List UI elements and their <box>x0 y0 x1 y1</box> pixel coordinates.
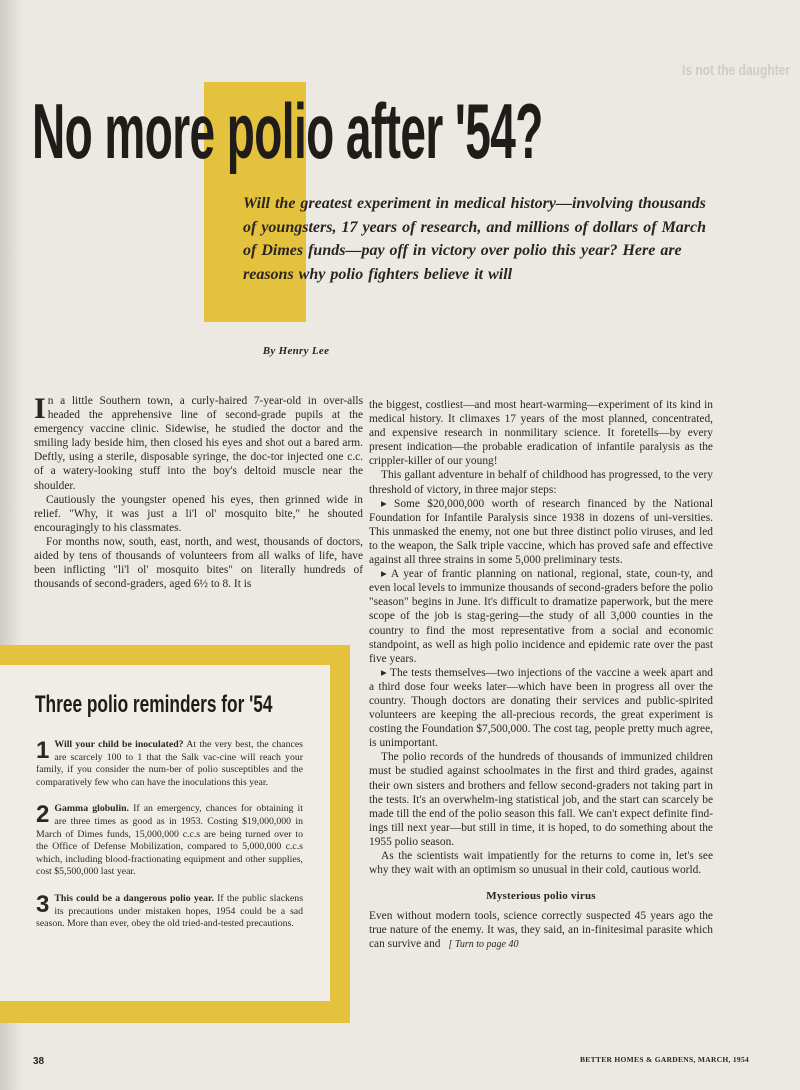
item-lead: Gamma globulin. <box>54 803 129 815</box>
opening-text: n a little Southern town, a curly-haired 7-year-old in over-alls headed the apprehensive line of second-grade pupils at the emergency vaccine clinic. Sidewise, he studied the doctor and the smiling lady beside him, then closed his eyes and shot out a bared arm. Deftly, using a sterile, disposable syringe, the doc-tor injected one c.c. of a watery-looking stuff into the boy's deltoid muscle near the shoulder. <box>34 395 363 492</box>
final-paragraph-text: Even without modern tools, science correctly suspected 45 years ago the true nature of the enemy. It was, they said, an in-finitesimal parasite which can survive and <box>369 910 713 951</box>
bullet-paragraph: ▸ Some $20,000,000 worth of research financed by the National Foundation for Infantile Paralysis since 1938 in dozens of uni-versities. This unmasked the enemy, not one but three distinct polio viruses, and led to the weapon, the Salk triple vaccine, which has proved safe and effective against all three strains in some 5,000 preliminary tests. <box>369 497 713 567</box>
deck-subtitle: Will the greatest experiment in medical history—involving thousands of youngsters, 17 years of research, and millions of dollars of March of Dimes funds—pay off in victory over polio this year? Here are reasons why polio fighters believe it will <box>243 195 707 283</box>
paragraph: the biggest, costliest—and most heart-warming—experiment of its kind in medical history. It climaxes 17 years of the most planned, concentrated, and expensive research in nonmilitary science. It foretells—by every present indication—the probable eradication of infantile paralysis as the crippler-killer of our young! <box>369 399 713 468</box>
sidebar-box <box>0 645 350 1023</box>
paragraph: As the scientists wait impatiently for the returns to come in, let's see why they wait with an optimism so unusual in their cold, cautious world. <box>369 850 713 877</box>
section-subhead: Mysterious polio virus <box>486 890 596 903</box>
paragraph: This gallant adventure in behalf of childhood has progressed, to the very threshold of victory, in three major steps: <box>369 469 713 496</box>
sidebar-title: Three polio reminders for '54 <box>35 691 273 718</box>
item-lead: This could be a dangerous polio year. <box>54 892 214 904</box>
headline: No more polio after '54? <box>32 87 543 175</box>
sidebar-item <box>36 803 303 879</box>
paragraph <box>369 909 713 952</box>
paragraph: The polio records of the hundreds of thousands of immunized children must be studied against schoolmates in the first and third grades, against their own sisters and brothers and fellow second-graders not taking part in the tests. It's an overwhelm-ing statistical job, and the start can scarcely be made till the end of the polio season this fall. We can't expect definite find-ings till next year—but still in time, it is hoped, to do something about the 1955 polio season. <box>369 751 713 848</box>
bullet-paragraph: ▸ The tests themselves—two injections of the vaccine a week apart and a third dose four weeks later—which have been in progress all over the country. Though doctors are donating their services and public-spirited volunteers are keeping the all-precious records, the great experiment is costing the Foundation $7,500,000. The cost tag, people pretty much agree, is unimportant. <box>369 666 713 750</box>
continued-reference: [ Turn to page 40 <box>448 939 519 951</box>
item-number: 3 <box>36 890 50 918</box>
page-number: 38 <box>33 1056 45 1067</box>
drop-cap: I <box>34 392 46 425</box>
bullet-paragraph: ▸ A year of frantic planning on national, regional, state, coun-ty, and even local levels to immunize thousands of second-graders before the polio "season" begins in June. It's difficult to dramatize paperwork, but the mere scope of the job is stag-gering—the study of all 3,000 counties in the country to find the most representative from a social and economic standpoint, as well as high polio incidence and epidemic rate over the past five years. <box>369 568 713 665</box>
sidebar-item <box>36 890 304 931</box>
sidebar-item <box>36 739 303 789</box>
item-text: If the public slackens its precautions under mistaken hopes, 1954 could be a sad season. More than ever, obey the old tried-and-tested precautions. <box>36 892 304 930</box>
show-through-text: Is not the daughter <box>682 62 790 79</box>
right-column <box>369 398 713 953</box>
item-number: 1 <box>36 737 50 764</box>
item-text: If an emergency, chances for obtaining it are three times as good as in 1953. Costing $19,000,000 in March of Dimes funds, 15,000,000 c.c.s are being turned over to the Office of Defense Mobilization, compared to 5,000,000 c.c.s which, including blood-fractionating equipment and other supplies, cost $5,500,000 last year. <box>36 803 303 878</box>
left-column <box>34 394 363 591</box>
paragraph: For months now, south, east, north, and west, thousands of doctors, aided by tens of thousands of volunteers from all walks of life, have been inflicting "li'l ol' mosquito bites" on literally hundreds of thousands of second-graders, aged 6½ to 8. It is <box>34 535 363 591</box>
running-footer: BETTER HOMES & GARDENS, MARCH, 1954 <box>580 1055 750 1064</box>
paragraph: Cautiously the youngster opened his eyes, then grinned wide in relief. "Why, it was just a li'l ol' mosquito bite," he shouted encouragingly to his classmates. <box>34 493 363 534</box>
byline: By Henry Lee <box>262 345 330 357</box>
opening-paragraph <box>34 394 363 493</box>
item-lead: Will your child be inoculated? <box>54 739 184 750</box>
item-number: 2 <box>36 801 50 829</box>
sidebar-list <box>36 739 303 945</box>
item-text: At the very best, the chances are scarcely 100 to 1 that the Salk vac-cine will reach your family, if you consider the num-ber of polio susceptibles and the comparatively few who can have the inoculations this year. <box>36 739 303 788</box>
